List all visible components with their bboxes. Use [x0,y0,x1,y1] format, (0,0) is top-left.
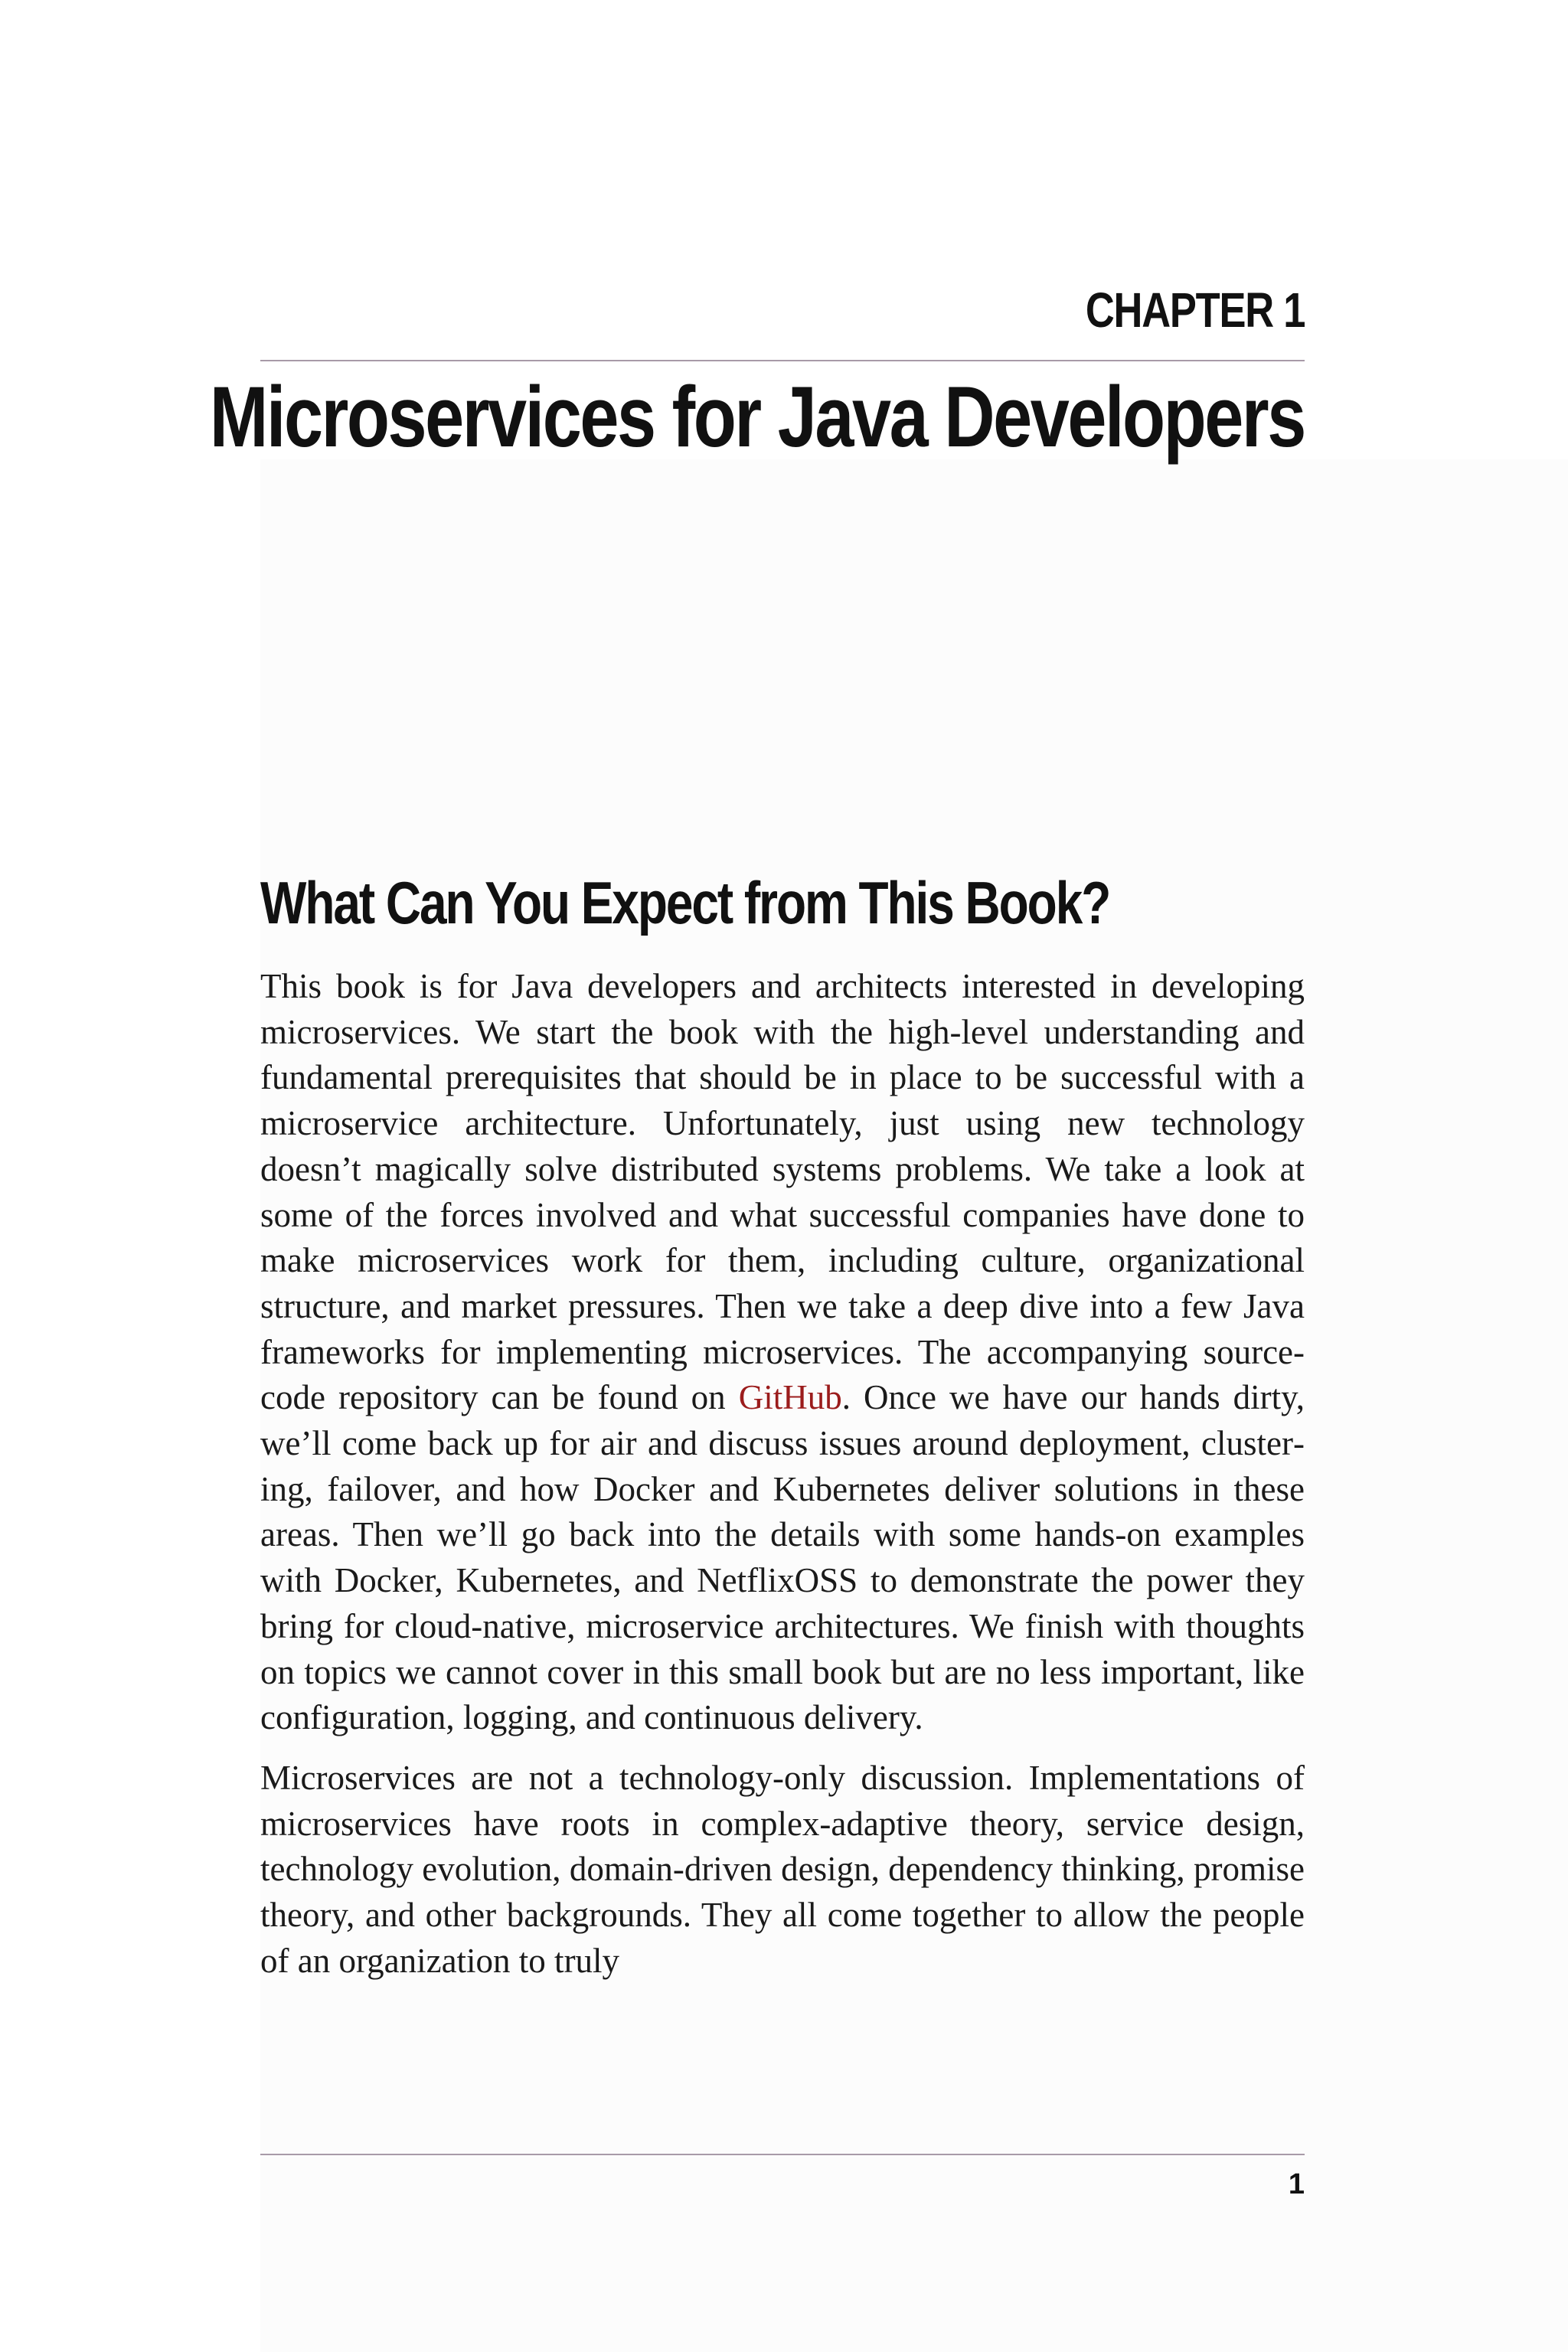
footer-divider [260,2154,1305,2155]
chapter-divider [260,360,1305,361]
paragraph-1-text-a: This book is for Java developers and architects interested in developing microservices. We start the book with the high-level understanding and fundamental prerequisites that should be in place to be successful with a microservice architecture. Unfortunately, just using new technology doesn’t magically solve distributed systems problems. We take a look at some of the forces involved and what successful companies have done to make microservices work for them, including culture, organizational structure, and market pressures. Then we take a deep dive into a few Java frameworks for implementing microservices. The accompanying source-code repository can be found on [260,967,1305,1417]
chapter-title: Microservices for Java Developers [210,369,1305,465]
section-heading: What Can You Expect from This Book? [260,869,1110,936]
chapter-label: CHAPTER 1 [1085,283,1305,338]
paragraph-1 [260,964,1305,1741]
body-text [260,964,1305,1984]
paragraph-1-text-b: . Once we have our hands dirty, we’ll come back up for air and discuss issues around deployment, clustering, failover, and how Docker and Kubernetes deliver solutions in these areas. Then we’ll go back into the details with some hands-on examples with Docker, Kubernetes, and NetflixOSS to demonstrate the power they bring for cloud-native, microservice architectures. We finish with thoughts on topics we cannot cover in this small book but are no less important, like configuration, logging, and continuous delivery. [260,1378,1305,1737]
github-link[interactable]: GitHub [738,1378,842,1417]
paragraph-2: Microservices are not a technology-only discussion. Implementations of microservices have roots in complex-adaptive theory, service design, technology evolution, domain-driven design, dependency thinking, promise theory, and other backgrounds. They all come together to allow the people of an organization to truly [260,1758,1305,1980]
page-number: 1 [1288,2168,1305,2200]
